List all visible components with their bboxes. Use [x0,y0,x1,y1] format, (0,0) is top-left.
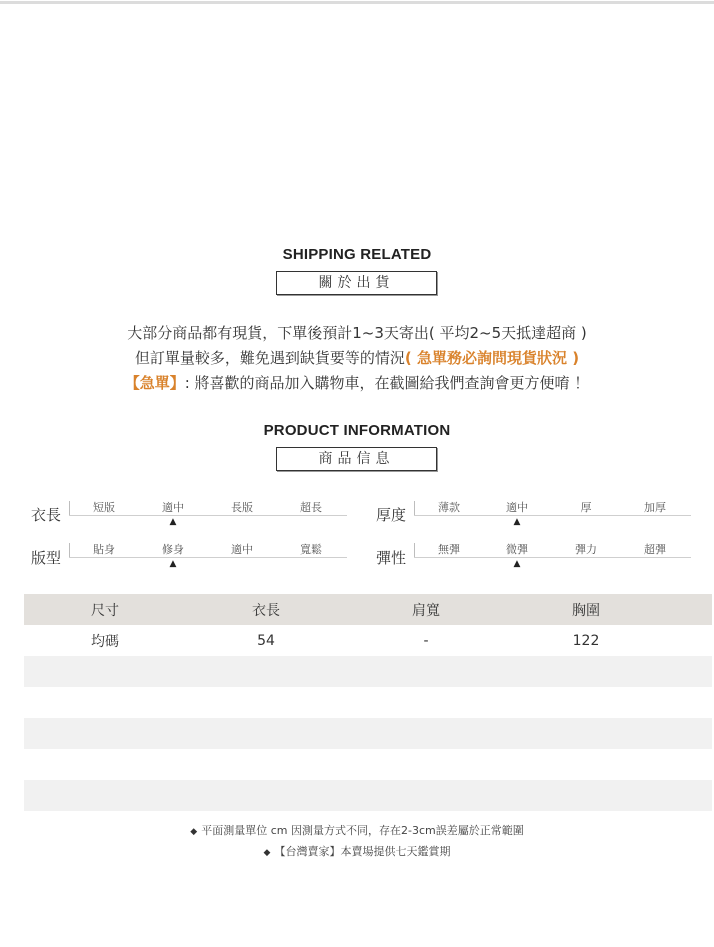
product-heading: PRODUCT INFORMATION [263,422,451,439]
top-divider [0,1,714,4]
scale-label-fit: 版型 [31,549,62,567]
measurement-note [0,822,714,838]
scale-tick [69,501,70,515]
table-row-empty [24,687,712,718]
scale-tick [69,543,70,557]
scale-option: 厚 [580,501,592,514]
selection-marker-icon: ▲ [169,517,177,527]
size-table [24,594,712,811]
selection-marker-icon: ▲ [513,517,521,527]
scale-line [414,515,691,516]
table-row-empty [24,718,712,749]
table-row-empty [24,780,712,811]
table-row-empty [24,749,712,780]
shipping-heading: SHIPPING RELATED [282,246,432,263]
product-subheading: 商品信息 [276,447,437,471]
selection-marker-icon: ▲ [169,559,177,569]
table-header-row [24,594,712,625]
table-cell: 54 [257,632,275,649]
shipping-line-2-highlight: ( 急單務必詢問現貨狀況 ) [404,349,580,367]
scale-option: 無彈 [438,543,460,556]
header-cell-length: 衣長 [252,602,280,619]
table-cell: 122 [572,632,600,649]
header-cell-shoulder: 肩寬 [412,602,440,619]
scale-option: 適中 [162,501,184,514]
scale-option: 薄款 [438,501,460,514]
scale-option: 超彈 [644,543,666,556]
table-row-empty [24,656,712,687]
shipping-line-2 [0,347,714,368]
scale-option: 適中 [231,543,253,556]
scale-option: 加厚 [644,501,666,514]
scale-label-thickness: 厚度 [376,506,407,524]
scale-option: 貼身 [93,543,115,556]
scale-option: 超長 [300,501,322,514]
table-row [24,625,712,656]
scale-line [69,515,347,516]
measurement-note-text: 平面測量單位 cm 因測量方式不同，存在2-3cm誤差屬於正常範圍 [201,824,524,837]
scale-option: 微彈 [506,543,528,556]
scale-tick [414,543,415,557]
header-cell-chest: 胸圍 [572,602,600,619]
scale-tick [414,501,415,515]
scale-option: 短版 [93,501,115,514]
shipping-line-2-text: 但訂單量較多，難免遇到缺貨要等的情況 [134,349,405,367]
urgent-order-label: 【急單】 [124,374,185,392]
scale-label-length: 衣長 [31,506,62,524]
diamond-bullet-icon: ◆ [190,827,198,837]
selection-marker-icon: ▲ [513,559,521,569]
shipping-line-1: 大部分商品都有現貨，下單後預計1~3天寄出( 平均2~5天抵達超商 ) [127,324,587,342]
seller-note [0,843,714,859]
shipping-line-3-text: : 將喜歡的商品加入購物車，在截圖給我們查詢會更方便唷 ！ [184,374,590,392]
scale-line [414,557,691,558]
shipping-line-3 [0,372,714,393]
scale-line [69,557,347,558]
scale-option: 寬鬆 [300,543,322,556]
scale-label-elasticity: 彈性 [376,549,407,567]
diamond-bullet-icon: ◆ [263,848,271,858]
scale-option: 修身 [162,543,184,556]
scale-option: 長版 [231,501,253,514]
header-cell-size: 尺寸 [91,602,119,619]
table-cell: - [423,632,429,649]
table-cell: 均碼 [91,633,119,650]
seller-note-text: 【台灣賣家】本賣場提供七天鑑賞期 [274,845,451,858]
scale-option: 適中 [506,501,528,514]
scale-option: 彈力 [575,543,597,556]
shipping-subheading: 關於出貨 [276,271,437,295]
